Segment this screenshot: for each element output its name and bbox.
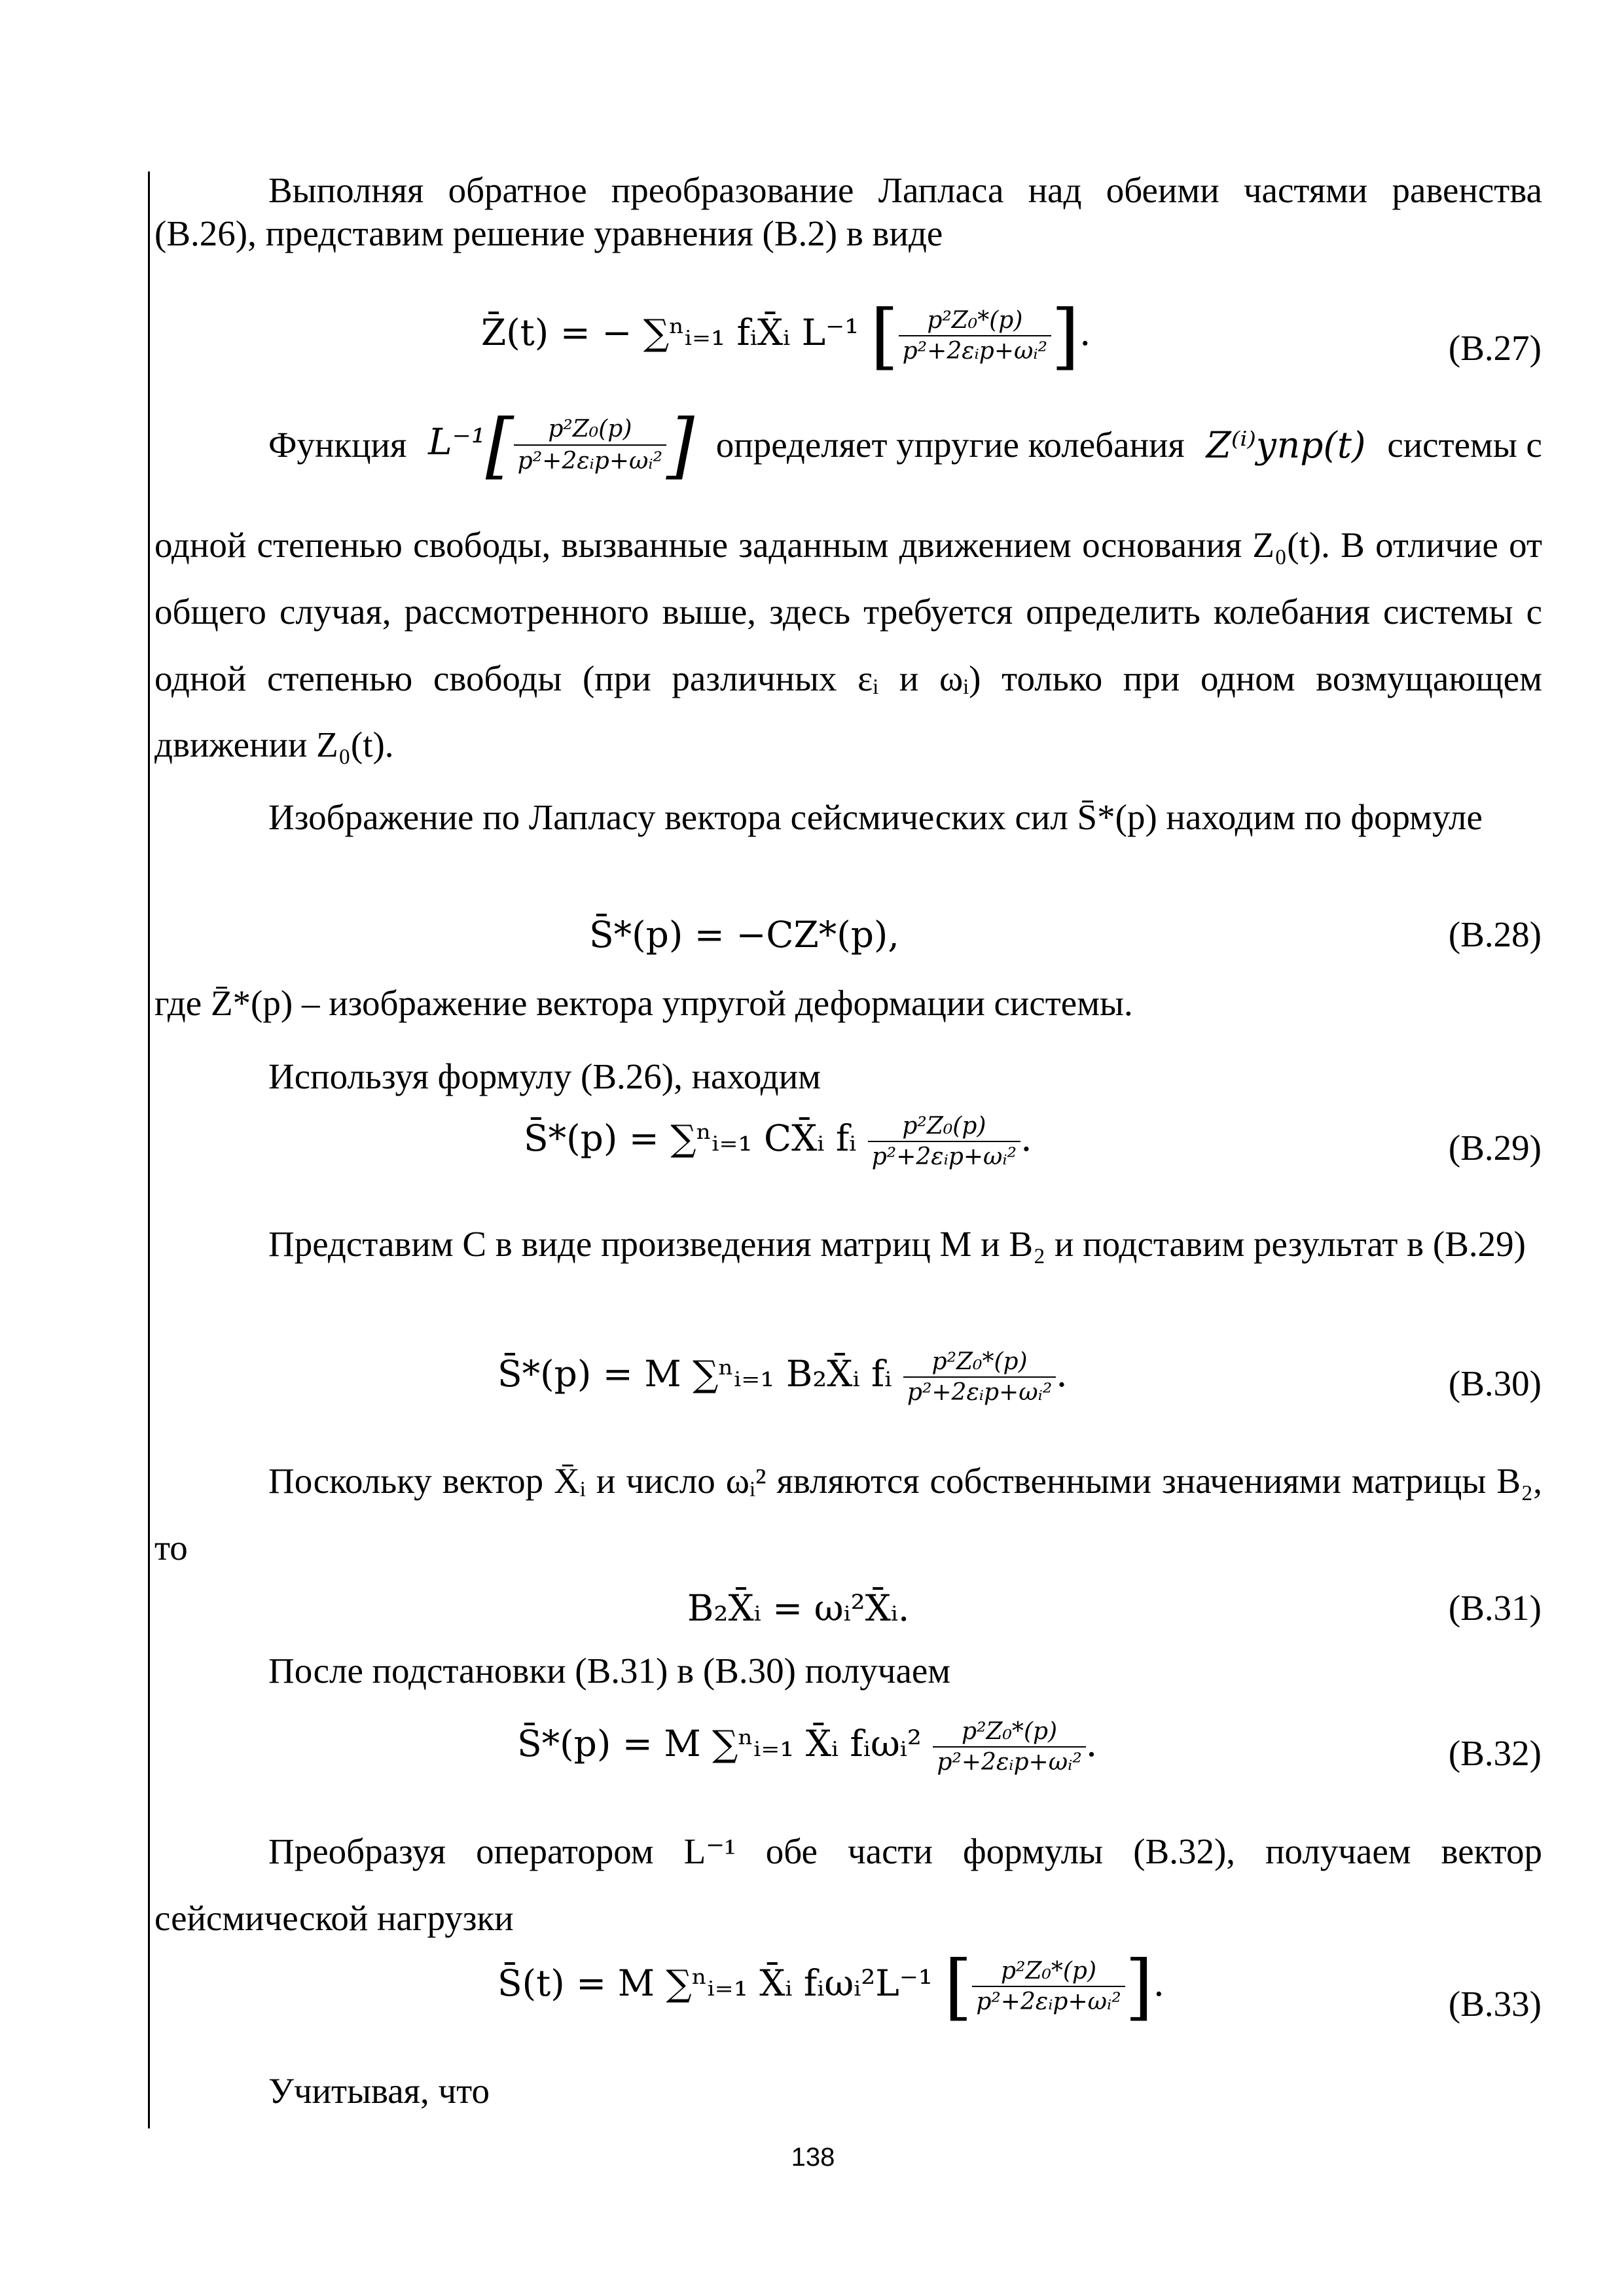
fraction-numerator: p²Z₀*(p) (933, 1718, 1085, 1748)
fraction-denominator: p²+2εᵢp+ωᵢ² (902, 338, 1048, 365)
paragraph-9: Преобразуя оператором L⁻¹ обе части формулы (В.32), получаем вектор сейсмической нагрузки (154, 1831, 1542, 1938)
equation-b31-label: (В.31) (1448, 1588, 1542, 1628)
equation-b32-label: (В.32) (1448, 1733, 1542, 1773)
function-fraction (514, 415, 666, 475)
paragraph-2-end: системы с (1387, 425, 1542, 465)
equation-b33-tail: . (1153, 1962, 1165, 2004)
equation-b33-left: S̄(t) = M ∑ⁿᵢ₌₁ X̄ᵢ fᵢωᵢ²L⁻¹ (497, 1962, 933, 2004)
paragraph-7: Поскольку вектор X̄ᵢ и число ωᵢ² являются собственными значениями матрицы B₂, то (154, 1461, 1542, 1568)
equation-b29-label: (В.29) (1448, 1128, 1542, 1168)
equation-b28: S̄*(p) = −CZ*(p), (589, 914, 899, 956)
paragraph-6: Представим C в виде произведения матриц M и B₂ и подставим результат в (В.29) (268, 1224, 1526, 1264)
paragraph-8: После подстановки (В.31) в (В.30) получаем (268, 1651, 951, 1691)
paragraph-3: Изображение по Лапласу вектора сейсмических сил S̄*(p) находим по формуле (268, 797, 1483, 837)
equation-b27-label: (В.27) (1448, 328, 1542, 368)
bracket-open: [ (485, 403, 514, 487)
equation-b30-tail: . (1056, 1353, 1068, 1395)
paragraph-10: Учитывая, что (268, 2071, 490, 2111)
inline-function-formula (428, 403, 695, 487)
fraction-denominator: p²+2εᵢp+ωᵢ² (907, 1379, 1053, 1406)
fraction-numerator: p²Z₀(p) (514, 415, 666, 446)
equation-b29-left: S̄*(p) = ∑ⁿᵢ₌₁ CX̄ᵢ fᵢ (524, 1117, 857, 1159)
equation-b32-left: S̄*(p) = M ∑ⁿᵢ₌₁ X̄ᵢ fᵢωᵢ² (517, 1723, 922, 1765)
fraction-numerator: p²Z₀*(p) (972, 1958, 1125, 1987)
inline-z-upr: Z⁽ⁱ⁾упр(t) (1206, 424, 1366, 466)
fraction-numerator: p²Z₀*(p) (899, 307, 1051, 336)
fraction-denominator: p²+2εᵢp+ωᵢ² (517, 448, 663, 475)
fraction-denominator: p²+2εᵢp+ωᵢ² (871, 1143, 1017, 1170)
bracket-close: ] (1051, 294, 1079, 378)
fraction-numerator: p²Z₀(p) (868, 1113, 1020, 1142)
equation-b27-left: Z̄(t) = − ∑ⁿᵢ₌₁ fᵢX̄ᵢ L⁻¹ (481, 312, 859, 353)
equation-b27 (481, 294, 1091, 378)
equation-b30-left: S̄*(p) = M ∑ⁿᵢ₌₁ B₂X̄ᵢ fᵢ (497, 1353, 892, 1395)
equation-b33-fraction (972, 1958, 1125, 2015)
equation-b27-fraction (899, 307, 1051, 365)
equation-b28-label: (В.28) (1448, 914, 1542, 954)
equation-b29-fraction (868, 1113, 1020, 1170)
margin-line (148, 171, 150, 2128)
fraction-denominator: p²+2εᵢp+ωᵢ² (937, 1749, 1082, 1776)
equation-b30-fraction (903, 1348, 1056, 1406)
function-operator: L⁻¹ (428, 421, 486, 463)
fraction-numerator: p²Z₀*(p) (903, 1348, 1056, 1378)
equation-b31: B₂X̄ᵢ = ωᵢ²X̄ᵢ. (687, 1587, 910, 1629)
equation-b30 (497, 1348, 1068, 1406)
equation-b32-fraction (933, 1718, 1085, 1776)
bracket-open: [ (944, 1945, 973, 2028)
equation-b29-tail: . (1020, 1117, 1032, 1159)
equation-b29 (524, 1113, 1032, 1170)
bracket-close: ] (1125, 1945, 1153, 2028)
paragraph-4: где Z̄*(p) – изображение вектора упругой деформации системы. (154, 983, 1133, 1023)
equation-b27-tail: . (1079, 312, 1091, 353)
bracket-open: [ (870, 294, 899, 378)
equation-b32-tail: . (1085, 1723, 1098, 1765)
paragraph-1: Выполняя обратное преобразование Лапласа над обеими частями равенства (В.26), представим решение уравнения (В.2) в виде (154, 170, 1542, 253)
paragraph-5: Используя формулу (В.26), находим (268, 1056, 821, 1096)
equation-b30-label: (В.30) (1448, 1363, 1542, 1403)
paragraph-2-mid: определяет упругие колебания (715, 425, 1185, 465)
paragraph-2-line-1 (268, 403, 1542, 487)
page-number: 138 (791, 2143, 835, 2172)
equation-b33-label: (В.33) (1448, 1984, 1542, 2024)
fraction-denominator: p²+2εᵢp+ωᵢ² (976, 1988, 1121, 2015)
bracket-close: ] (666, 403, 695, 487)
paragraph-2-start: Функция (268, 425, 407, 465)
equation-b33 (497, 1945, 1165, 2028)
equation-b32 (517, 1718, 1097, 1776)
paragraph-2-continued: одной степенью свободы, вызванные заданным движением основания Z₀(t). В отличие от общего случая, рассмотренного выше, здесь требуется определить колебания системы с одной степенью свободы (при различных εᵢ и ωᵢ) только при одном возмущающем движении Z₀(t). (154, 525, 1542, 765)
